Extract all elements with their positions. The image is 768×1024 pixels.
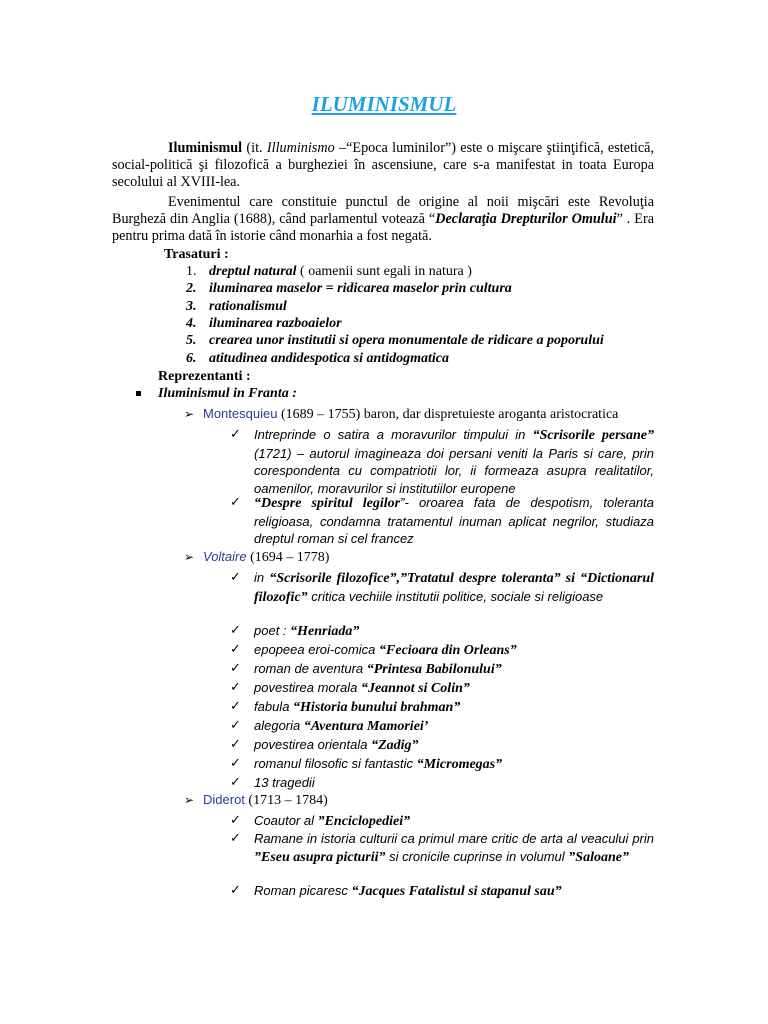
work-text: si cronicile cuprinse in volumul bbox=[385, 848, 569, 864]
work-text: 13 tragedii bbox=[254, 775, 315, 790]
work-item bbox=[254, 494, 654, 548]
work-item bbox=[254, 830, 654, 866]
trait-item bbox=[209, 263, 472, 280]
work-title: “Fecioara din Orleans” bbox=[379, 643, 517, 658]
author-name: Voltaire bbox=[203, 549, 247, 564]
representatives-heading: Reprezentanti : bbox=[158, 369, 251, 384]
check-bullet-icon: ✓ bbox=[230, 831, 241, 846]
work-title: “Aventura Mamoriei’ bbox=[303, 719, 429, 734]
work-title: “Printesa Babilonului” bbox=[366, 662, 502, 677]
trait-term: rationalismul bbox=[209, 298, 287, 314]
trait-item bbox=[209, 350, 449, 367]
check-bullet-icon: ✓ bbox=[230, 642, 241, 657]
author-dates: (1689 – 1755) baron, dar dispretuieste aroganta aristocratica bbox=[277, 407, 619, 422]
work-item bbox=[254, 679, 654, 698]
work-text: Roman picaresc bbox=[254, 883, 352, 898]
work-text: (1721) – autorul imagineaza doi persani veniti la Paris si care, prin corespondenta cu compatriotii lor, ii formeaza asupra realitatilor, oamenilor, moravurilor si institutiilor europene bbox=[254, 445, 654, 496]
work-text: fabula bbox=[254, 699, 294, 714]
work-title: “Scrisorile persane” bbox=[532, 428, 654, 443]
arrow-bullet-icon: ➢ bbox=[184, 407, 195, 421]
trait-item bbox=[209, 280, 512, 297]
check-bullet-icon: ✓ bbox=[230, 883, 241, 898]
work-text: povestirea morala bbox=[254, 680, 361, 695]
work-text: roman de aventura bbox=[254, 661, 367, 676]
work-title: “Jacques Fatalistul si stapanul sau” bbox=[351, 884, 562, 899]
trait-number: 4. bbox=[186, 315, 197, 331]
square-bullet-icon bbox=[136, 391, 141, 396]
trait-number: 6. bbox=[186, 350, 197, 366]
work-item bbox=[254, 660, 654, 679]
work-item bbox=[254, 641, 654, 660]
work-text: ”- oroarea fata de despotism, toleranta religioasa, condamna tratamentul inuman aplicat negrilor, studiaza dreptul roman si cel francez bbox=[254, 495, 655, 546]
trait-term: crearea unor institutii si opera monumentale de ridicare a poporului bbox=[209, 333, 604, 349]
intro-paragraph-2 bbox=[112, 194, 654, 245]
check-bullet-icon: ✓ bbox=[230, 756, 241, 771]
trait-number: 3. bbox=[186, 298, 197, 314]
work-text: Intreprinde o satira a moravurilor timpului in bbox=[254, 427, 533, 442]
author-dates: (1713 – 1784) bbox=[244, 793, 328, 808]
trait-number: 1. bbox=[186, 264, 197, 279]
trait-term: dreptul natural bbox=[209, 264, 297, 279]
check-bullet-icon: ✓ bbox=[230, 680, 241, 695]
author-dates: (1694 – 1778) bbox=[246, 550, 330, 565]
author-name: Montesquieu bbox=[203, 406, 278, 421]
intro-term: Iluminismul bbox=[168, 140, 243, 156]
intro-paragraph-1 bbox=[112, 140, 654, 191]
work-text: critica vechiile institutii politice, sociale si religioase bbox=[307, 588, 604, 604]
author-name: Diderot bbox=[203, 792, 245, 807]
author-voltaire bbox=[203, 548, 329, 566]
work-title: “Jeannot si Colin” bbox=[360, 681, 470, 696]
author-montesquieu bbox=[203, 405, 618, 423]
trait-item bbox=[209, 332, 604, 349]
check-bullet-icon: ✓ bbox=[230, 699, 241, 714]
work-title: “Historia bunului brahman” bbox=[293, 700, 461, 715]
work-item bbox=[254, 812, 654, 831]
trait-item bbox=[209, 298, 287, 315]
check-bullet-icon: ✓ bbox=[230, 813, 241, 828]
trait-term: iluminarea maselor = ridicarea maselor prin cultura bbox=[209, 281, 512, 297]
work-text: epopeea eroi-comica bbox=[254, 642, 380, 657]
country-item bbox=[0, 385, 768, 402]
intro-italic-term: Illuminismo bbox=[266, 140, 335, 156]
work-title: ”Saloane” bbox=[568, 849, 629, 865]
check-bullet-icon: ✓ bbox=[230, 661, 241, 676]
work-item bbox=[254, 882, 654, 901]
page-title: ILUMINISMUL bbox=[311, 92, 457, 116]
check-bullet-icon: ✓ bbox=[230, 623, 241, 638]
trait-term: iluminarea razboaielor bbox=[209, 315, 342, 331]
check-bullet-icon: ✓ bbox=[230, 570, 241, 585]
arrow-bullet-icon: ➢ bbox=[184, 550, 195, 564]
intro-text: ” . Era pentru prima dată în istorie când monarhia a fost negată. bbox=[112, 211, 654, 244]
work-item bbox=[254, 717, 654, 736]
work-text: Coautor al bbox=[254, 813, 318, 828]
work-item bbox=[254, 736, 654, 755]
trait-item bbox=[209, 315, 342, 332]
work-item bbox=[254, 426, 654, 497]
intro-document-title: Declaraţia Drepturilor Omului bbox=[435, 211, 617, 227]
check-bullet-icon: ✓ bbox=[230, 737, 241, 752]
work-title: “Zadig” bbox=[371, 738, 419, 753]
work-text: povestirea orientala bbox=[254, 737, 372, 752]
trait-number: 5. bbox=[186, 333, 197, 349]
work-title: “Despre spiritul legilor bbox=[254, 496, 401, 511]
work-title: “Scrisorile filozofice”,”Tratatul despre toleranta” si “Dictionarul filozofic” bbox=[254, 571, 654, 605]
arrow-bullet-icon: ➢ bbox=[184, 793, 195, 807]
work-item bbox=[254, 569, 654, 606]
intro-text: (it. bbox=[242, 140, 267, 156]
check-bullet-icon: ✓ bbox=[230, 427, 241, 442]
work-text: poet : bbox=[254, 623, 291, 638]
work-item bbox=[254, 774, 654, 793]
author-diderot bbox=[203, 791, 328, 809]
trait-term: atitudinea andidespotica si antidogmatica bbox=[209, 350, 449, 366]
trait-number: 2. bbox=[186, 281, 197, 297]
work-item bbox=[254, 755, 654, 774]
intro-text: Evenimentul care constituie punctul de origine al noii mişcări este Revoluţia Burgheză din Anglia (1688), când parlamentul votează “ bbox=[112, 194, 654, 227]
work-text: Ramane in istoria culturii ca primul mare critic de arta al veacului prin bbox=[254, 831, 654, 846]
work-text: romanul filosofic si fantastic bbox=[254, 756, 417, 771]
work-item bbox=[254, 622, 654, 641]
work-text: alegoria bbox=[254, 718, 304, 733]
check-bullet-icon: ✓ bbox=[230, 495, 241, 510]
check-bullet-icon: ✓ bbox=[230, 775, 241, 790]
work-title: ”Enciclopediei” bbox=[317, 814, 411, 829]
country-label: Iluminismul in Franta : bbox=[158, 386, 297, 401]
work-item bbox=[254, 698, 654, 717]
work-title: “Henriada” bbox=[290, 624, 360, 639]
work-title: “Micromegas” bbox=[416, 757, 503, 772]
work-text: in bbox=[254, 570, 270, 585]
check-bullet-icon: ✓ bbox=[230, 718, 241, 733]
traits-heading: Trasaturi : bbox=[164, 247, 229, 262]
trait-text: ( oamenii sunt egali in natura ) bbox=[296, 264, 472, 279]
work-title: ”Eseu asupra picturii” bbox=[254, 849, 386, 865]
intro-text: –“Epoca luminilor”) este o mişcare ştiinţifică, estetică, social-politică şi filozofică a burgheziei în ascensiune, care s-a manifestat in toata Europa secolului al XVIII-lea. bbox=[112, 140, 655, 190]
